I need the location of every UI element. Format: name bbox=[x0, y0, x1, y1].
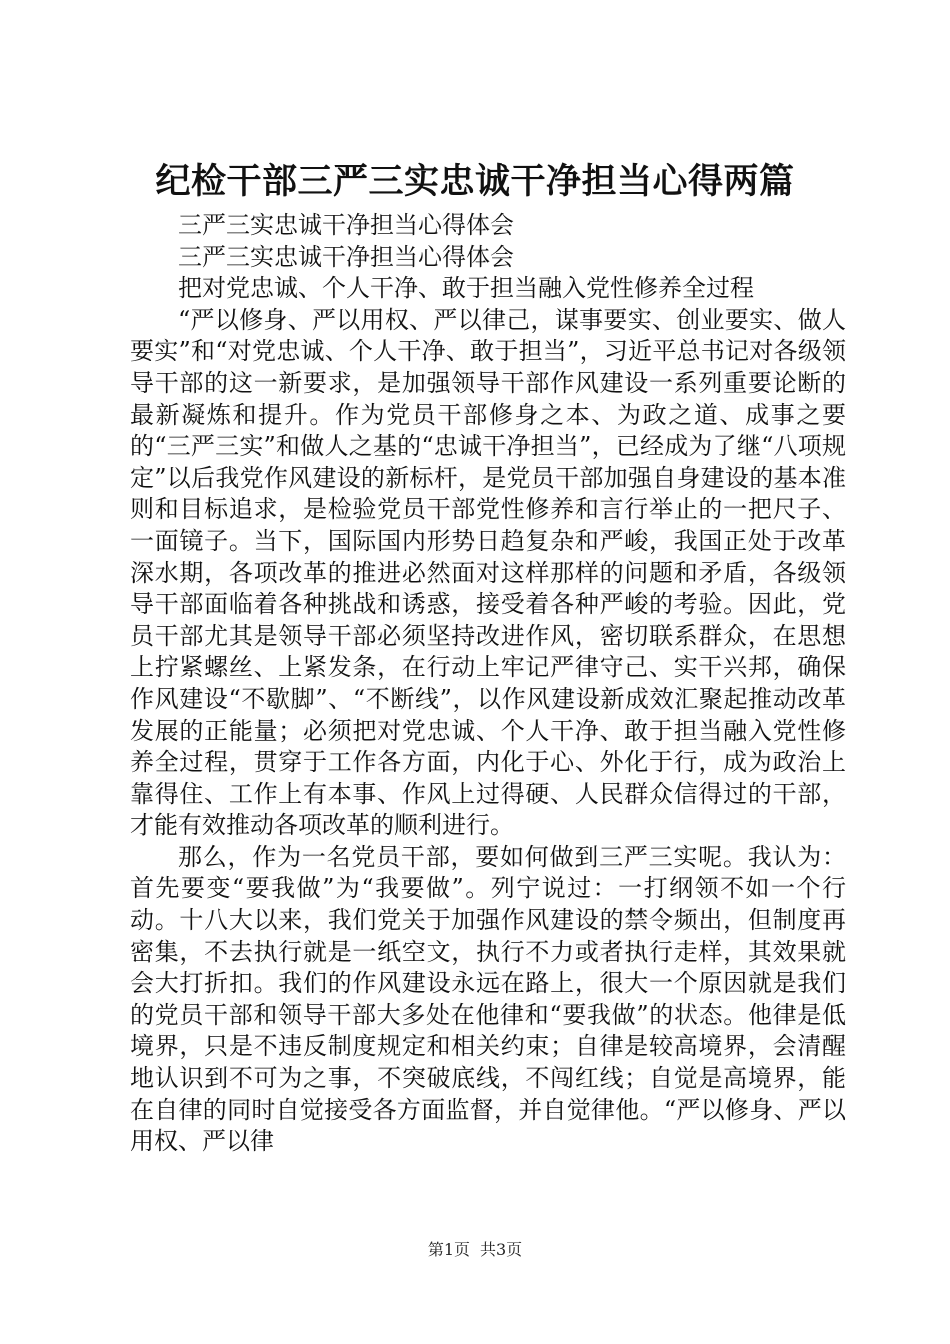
subheading-2: 三严三实忠诚干净担当心得体会 bbox=[178, 242, 514, 271]
page-number-current: 第1页 bbox=[427, 1240, 470, 1259]
page-footer bbox=[0, 1238, 950, 1262]
paragraph-1: “严以修身、严以用权、严以律己，谋事要实、创业要实、做人要实”和“对党忠诚、个人干净、敢于担当”，习近平总书记对各级领导干部的这一新要求，是加强领导干部作风建设一系列重要论断的最新凝炼和提升。作为党员干部修身之本、为政之道、成事之要的“三严三实”和做人之基的“忠诚干净担当”，已经成为了继“八项规定”以后我党作风建设的新标杆，是党员干部加强自身建设的基本准则和目标追求，是检验党员干部党性修养和言行举止的一把尺子、一面镜子。当下，国际国内形势日趋复杂和严峻，我国正处于改革深水期，各项改革的推进必然面对这样那样的问题和矛盾，各级领导干部面临着各种挑战和诱惑，接受着各种严峻的考验。因此，党员干部尤其是领导干部必须坚持改进作风，密切联系群众，在思想上拧紧螺丝、上紧发条，在行动上牢记严律守己、实干兴邦，确保作风建设“不歇脚”、“不断线”，以作风建设新成效汇聚起推动改革发展的正能量；必须把对党忠诚、个人干净、敢于担当融入党性修养全过程，贯穿于工作各方面，内化于心、外化于行，成为政治上靠得住、工作上有本事、作风上过得硬、人民群众信得过的干部，才能有效推动各项改革的顺利进行。 bbox=[130, 305, 846, 840]
paragraph-2: 那么，作为一名党员干部，要如何做到三严三实呢。我认为：首先要变“要我做”为“我要做”。列宁说过：一打纲领不如一个行动。十八大以来，我们党关于加强作风建设的禁令频出，但制度再密集，不去执行就是一纸空文，执行不力或者执行走样，其效果就会大打折扣。我们的作风建设永远在路上，很大一个原因就是我们的党员干部和领导干部大多处在他律和“要我做”的状态。他律是低境界，只是不违反制度规定和相关约束；自律是较高境界，会清醒地认识到不可为之事，不突破底线，不闯红线；自觉是高境界，能在自律的同时自觉接受各方面监督，并自觉律他。“严以修身、严以用权、严以律 bbox=[130, 842, 846, 1156]
document-title: 纪检干部三严三实忠诚干净担当心得两篇 bbox=[155, 161, 795, 202]
page-number-total: 共3页 bbox=[480, 1240, 523, 1259]
subheading-1: 三严三实忠诚干净担当心得体会 bbox=[178, 211, 514, 239]
subheading-3: 把对党忠诚、个人干净、敢于担当融入党性修养全过程 bbox=[178, 274, 754, 303]
document-body bbox=[130, 210, 846, 1158]
